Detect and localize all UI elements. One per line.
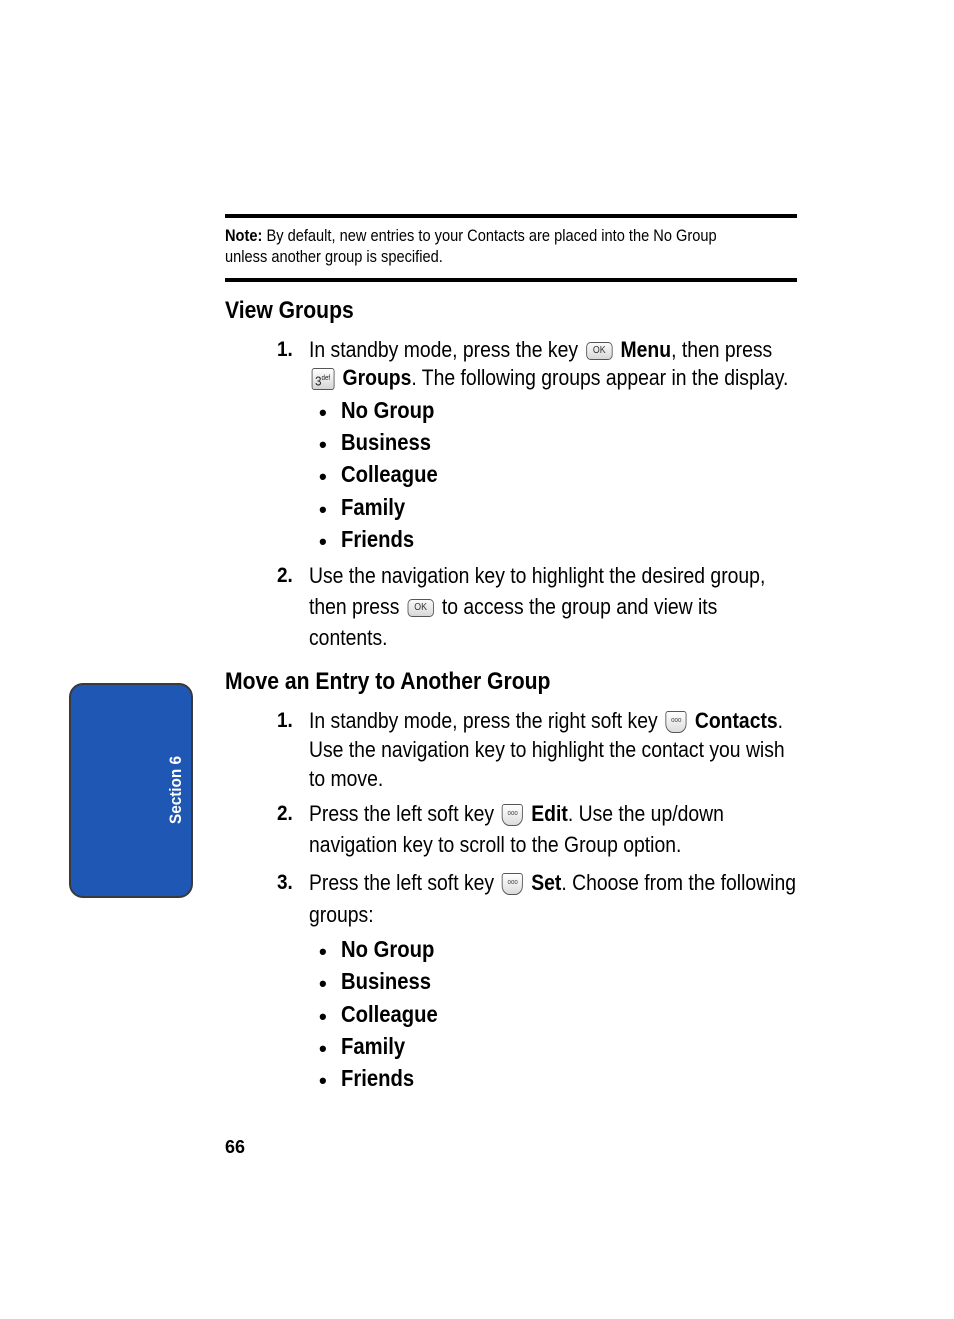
section-tab-label: Section 6 [166,755,185,825]
bullet: • [319,1036,327,1061]
page-number: 66 [225,1137,246,1157]
step-number: 3. [277,871,293,894]
ok-key-icon: OK [586,342,612,360]
list-item: Friends [341,526,415,552]
left-soft-key-icon: ooo [502,804,523,826]
step-text: In standby mode, press the right soft key [309,708,658,733]
key-3-digit: 3 [315,373,322,389]
move-step3-line2: groups: [309,902,374,927]
step-text: . [777,708,784,733]
list-item: Colleague [341,461,438,487]
move-step3-line1 [309,870,796,896]
key-3-icon [312,368,335,390]
step-number: 1. [277,338,293,361]
contacts-label: Contacts [694,708,778,733]
list-item: No Group [341,936,435,962]
step-text: then press [309,594,400,619]
list-item: Friends [341,1065,415,1091]
list-item: No Group [341,397,435,423]
bullet: • [319,1068,327,1093]
bullet: • [319,497,327,522]
list-item: Family [341,494,406,520]
list-item: Business [341,968,431,994]
step-text: Press the left soft key [309,801,495,826]
bullet: • [319,432,327,457]
note-box [225,214,797,282]
view-step2-line2 [309,594,717,620]
view-step2-line3: contents. [309,625,388,650]
move-step2-line1 [309,801,724,827]
bullet: • [319,1004,327,1029]
move-step1-line1 [309,708,783,734]
move-step2-line2: navigation key to scroll to the Group option. [309,832,682,857]
view-step1-line2 [309,365,788,391]
list-item: Family [341,1033,406,1059]
step-text: . The following groups appear in the display. [411,365,789,390]
note-label: Note: [225,226,263,245]
step-text: In standby mode, press the key [309,337,579,362]
left-soft-key-icon: ooo [502,873,523,895]
menu-label: Menu [620,337,672,362]
edit-label: Edit [531,801,568,826]
bullet: • [319,971,327,996]
note-text-line1: By default, new entries to your Contacts are placed into the No Group [266,226,717,245]
step-text: to access the group and view its [441,594,718,619]
view-step1-line1 [309,337,772,363]
right-soft-key-icon: ooo [666,711,687,733]
bullet: • [319,529,327,554]
bullet: • [319,939,327,964]
move-step1-line2: Use the navigation key to highlight the contact you wish [309,737,785,762]
step-text: Press the left soft key [309,870,495,895]
step-text: . Use the up/down [567,801,724,826]
ok-key-icon: OK [407,599,433,617]
view-step2-line1: Use the navigation key to highlight the desired group, [309,563,766,588]
move-entry-heading: Move an Entry to Another Group [225,668,551,695]
step-number: 2. [277,564,293,587]
step-text: . Choose from the following [561,870,796,895]
view-groups-heading: View Groups [225,297,354,324]
set-label: Set [531,870,562,895]
move-step1-line3: to move. [309,766,384,791]
key-3-letters: def [321,375,331,383]
list-item: Colleague [341,1001,438,1027]
step-text: , then press [671,337,773,362]
bullet: • [319,400,327,425]
list-item: Business [341,429,431,455]
step-number: 1. [277,709,293,732]
note-text-line2: unless another group is specified. [225,247,443,266]
step-number: 2. [277,802,293,825]
groups-label: Groups [342,365,412,390]
bullet: • [319,464,327,489]
